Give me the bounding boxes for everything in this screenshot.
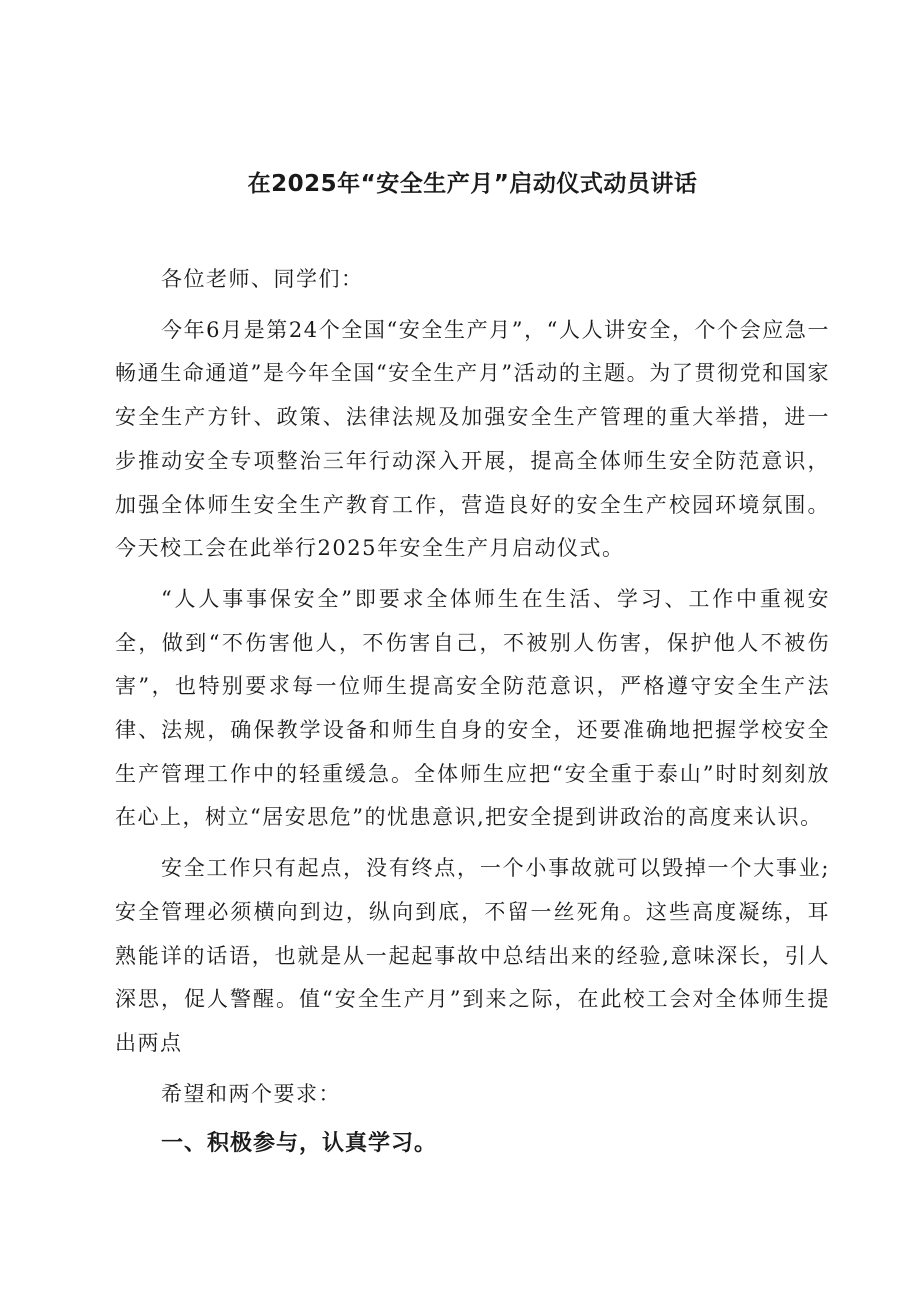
salutation: 各位老师、同学们： [161, 267, 364, 291]
document-title: 在2025年“安全生产月”启动仪式动员讲话 [247, 171, 698, 197]
section-heading-1: 一、积极参与，认真学习。 [161, 1131, 438, 1157]
paragraph-4: 希望和两个要求： [161, 1081, 341, 1106]
paragraph-3: 安全工作只有起点，没有终点，一个小事故就可以毁掉一个大事业;安全管理必须横向到边，纵向到底，不留一丝死角。这些高度凝练，耳熟能详的话语，也就是从一起起事故中总结出来的经验,意味深长，引人深思，促人警醒。值“安全生产月”到来之际，在此校工会对全体师生提出两点 [115, 856, 830, 1055]
paragraph-1: 今年6月是第24个全国“安全生产月”，“人人讲安全，个个会应急一畅通生命通道”是今年全国“安全生产月”活动的主题。为了贯彻党和国家安全生产方针、政策、法律法规及加强安全生产管理的重大举措，进一步推动安全专项整治三年行动深入开展，提高全体师生安全防范意识，加强全体师生安全生产教育工作，营造良好的安全生产校园环境氛围。今天校工会在此举行2025年安全生产月启动仪式。 [115, 317, 830, 561]
paragraph-2: “人人事事保安全”即要求全体师生在生活、学习、工作中重视安全，做到“不伤害他人，不伤害自己，不被别人伤害，保护他人不被伤害”，也特别要求每一位师生提高安全防范意识，严格遵守安全生产法律、法规，确保教学设备和师生自身的安全，还要准确地把握学校安全生产管理工作中的轻重缓急。全体师生应把“安全重于泰山”时时刻刻放在心上，树立“居安思危”的忧患意识,把安全提到讲政治的高度来认识。 [115, 586, 830, 830]
